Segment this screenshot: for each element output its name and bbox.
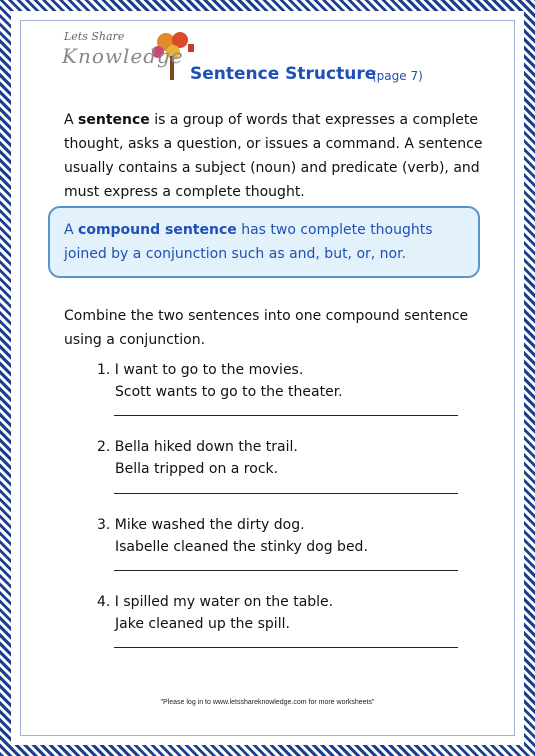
definition-paragraph: A sentence is a group of words that expresses a complete thought, asks a question, or issues a command. A sentence usually contains a subject (noun) and predicate (verb), and must express a complete thought. <box>64 112 483 200</box>
question-3: 3. Mike washed the dirty dog. Isabelle cleaned the stinky dog bed. <box>97 517 368 555</box>
term-compound-sentence: compound sentence <box>78 222 237 238</box>
answer-line-1[interactable] <box>114 415 458 416</box>
answer-line-4[interactable] <box>114 647 458 648</box>
answer-line-2[interactable] <box>114 493 458 494</box>
logo-text-main: Knowledge <box>62 44 184 68</box>
answer-line-3[interactable] <box>114 570 458 571</box>
page-number: (page 7) <box>372 69 423 83</box>
highlight-text: A compound sentence has two complete thoughts joined by a conjunction such as and, but, or, nor. <box>64 222 433 262</box>
page-title: Sentence Structure <box>190 64 377 84</box>
question-2: 2. Bella hiked down the trail. Bella tripped on a rock. <box>97 439 298 477</box>
logo-text-top: Lets Share <box>64 30 125 43</box>
footer-note: "Please log in to www.letsshareknowledge.com for more worksheets" <box>160 699 375 706</box>
question-1: 1. I want to go to the movies. Scott wants to go to the theater. <box>97 362 343 400</box>
question-4: 4. I spilled my water on the table. Jake cleaned up the spill. <box>97 594 334 632</box>
instructions: Combine the two sentences into one compound sentence using a conjunction. <box>64 308 469 348</box>
term-sentence: sentence <box>78 112 150 128</box>
